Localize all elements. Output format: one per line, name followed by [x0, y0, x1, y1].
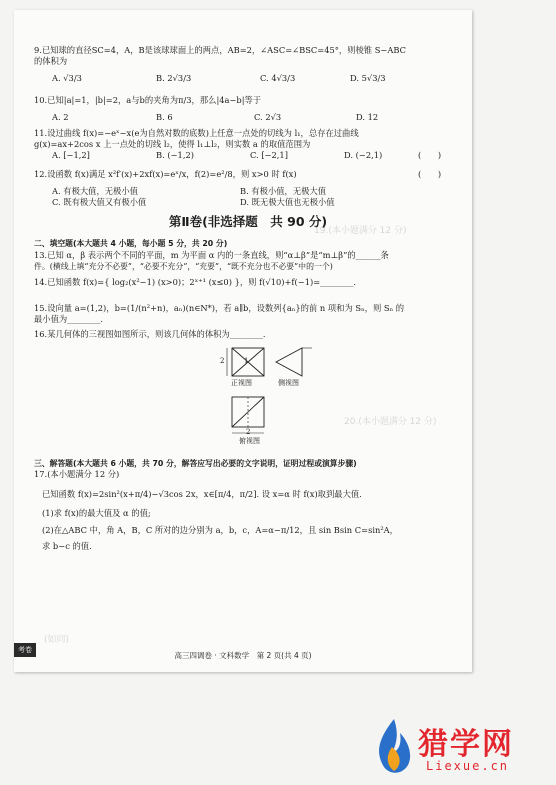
- q10-option-a: A. 2: [52, 112, 69, 122]
- q11-option-b: B. (−1,2): [156, 150, 194, 160]
- dim-label: 2: [220, 357, 225, 365]
- q10-option-d: D. 12: [356, 112, 379, 122]
- q12-option-d: D. 既无极大值也无极小值: [240, 197, 335, 207]
- watermark-name: 猎学网: [418, 727, 514, 762]
- dim-label: 2: [246, 428, 251, 436]
- question-17-part1: (1)求 f(x)的最大值及 α 的值;: [42, 508, 151, 518]
- dim-label: 1: [244, 357, 249, 365]
- q12-option-c: C. 既有极大值又有极小值: [52, 197, 147, 207]
- q9-option-a: A. √3/3: [52, 73, 82, 83]
- q11-option-c: C. [−2,1]: [250, 150, 288, 160]
- q9-option-d: D. 5√3/3: [350, 73, 386, 83]
- question-15-stem: 15.设向量 a=(1,2)，b=(1/(n²+n)，aₙ)(n∈N*)，若 a∥b，设数列{aₙ}的前 n 项和为 Sₙ，则 Sₙ 的: [34, 303, 405, 313]
- question-15-stem-2: 最小值为________.: [34, 314, 104, 324]
- flame-icon: [370, 717, 416, 779]
- page-footer: 高三四调卷 · 文科数学 第 2 页(共 4 页): [174, 651, 312, 660]
- exam-page: [14, 10, 472, 672]
- q12-option-a: A. 有极大值，无极小值: [52, 186, 138, 196]
- question-17-title: 17.(本小题满分 12 分): [34, 469, 120, 479]
- bleed-text: 20.(本小题满分 12 分): [344, 417, 437, 427]
- q10-option-c: C. 2√3: [254, 112, 282, 122]
- top-view-label: 俯视图: [239, 437, 260, 445]
- question-11-stem: 11.设过曲线 f(x)=−eˣ−x(e为自然对数的底数)上任意一点处的切线为 l₁，总存在过曲线: [34, 128, 359, 138]
- q12-answer-paren: ( ): [418, 169, 442, 179]
- bleed-text: (如同): [44, 635, 70, 645]
- fill-in-header: 二、填空题(本大题共 4 小题，每小题 5 分，共 20 分): [34, 239, 228, 248]
- watermark-url: Liexue.cn: [426, 759, 510, 773]
- q12-option-b: B. 有极小值，无极大值: [240, 186, 327, 196]
- q11-option-d: D. (−2,1): [344, 150, 383, 160]
- q11-answer-paren: ( ): [418, 150, 442, 160]
- solution-header: 三、解答题(本大题共 6 小题，共 70 分，解答应写出必要的文字说明，证明过程或演算步骤): [34, 459, 357, 468]
- q11-option-a: A. [−1,2]: [52, 150, 90, 160]
- q9-option-c: C. 4√3/3: [260, 73, 296, 83]
- bleed-text: 19.(本小题满分 12 分): [314, 226, 407, 236]
- question-16-stem: 16.某几何体的三视图如图所示，则该几何体的体积为________.: [34, 329, 266, 339]
- question-9-stem-2: 的体积为: [34, 56, 68, 66]
- side-view-label: 侧视图: [278, 379, 299, 387]
- question-9-stem: 9.已知球的直径SC=4，A，B是该球球面上的两点，AB=2，∠ASC=∠BSC=45°，则棱锥 S−ABC: [34, 45, 406, 55]
- front-view-label: 正视图: [231, 379, 252, 387]
- question-17-part2: (2)在△ABC 中，角 A，B，C 所对的边分别为 a，b，c，A=α−π/12，且 sin Bsin C=sin²A，: [42, 525, 398, 535]
- question-17-line1: 已知函数 f(x)=2sin²(x+π/4)−√3cos 2x，x∈[π/4，π/2]. 设 x=α 时 f(x)取到最大值.: [42, 489, 362, 499]
- question-17-part2b: 求 b−c 的值.: [42, 541, 92, 551]
- section-2-title: 第Ⅱ卷(非选择题 共 90 分): [168, 214, 328, 229]
- exam-tag: 考卷: [14, 643, 36, 657]
- question-12-stem: 12.设函数 f(x)满足 x²f′(x)+2xf(x)=eˣ/x，f(2)=e²/8，则 x>0 时 f(x): [34, 169, 297, 179]
- question-13-stem-2: 件。(横线上填“充分不必要”，“必要不充分”，“充要”，“既不充分也不必要”中的一个): [34, 262, 333, 271]
- question-11-stem-2: g(x)=ax+2cos x 上一点处的切线 l₂，使得 l₁⊥l₂，则实数 a 的取值范围为: [34, 139, 311, 149]
- q9-option-b: B. 2√3/3: [156, 73, 192, 83]
- question-13-stem: 13.已知 α，β 表示两个不同的平面，m 为平面 α 内的一条直线，则“α⊥β”是“m⊥β”的______条: [34, 250, 389, 260]
- question-10-stem: 10.已知|a|=1，|b|=2，a与b的夹角为π/3，那么|4a−b|等于: [34, 95, 262, 105]
- question-14-stem: 14.已知函数 f(x)={ log₂(x²−1) (x>0)；2ˣ⁺¹ (x≤0) }，则 f(√10)+f(−1)=________.: [34, 277, 356, 287]
- q10-option-b: B. 6: [156, 112, 173, 122]
- watermark-logo: [370, 715, 556, 785]
